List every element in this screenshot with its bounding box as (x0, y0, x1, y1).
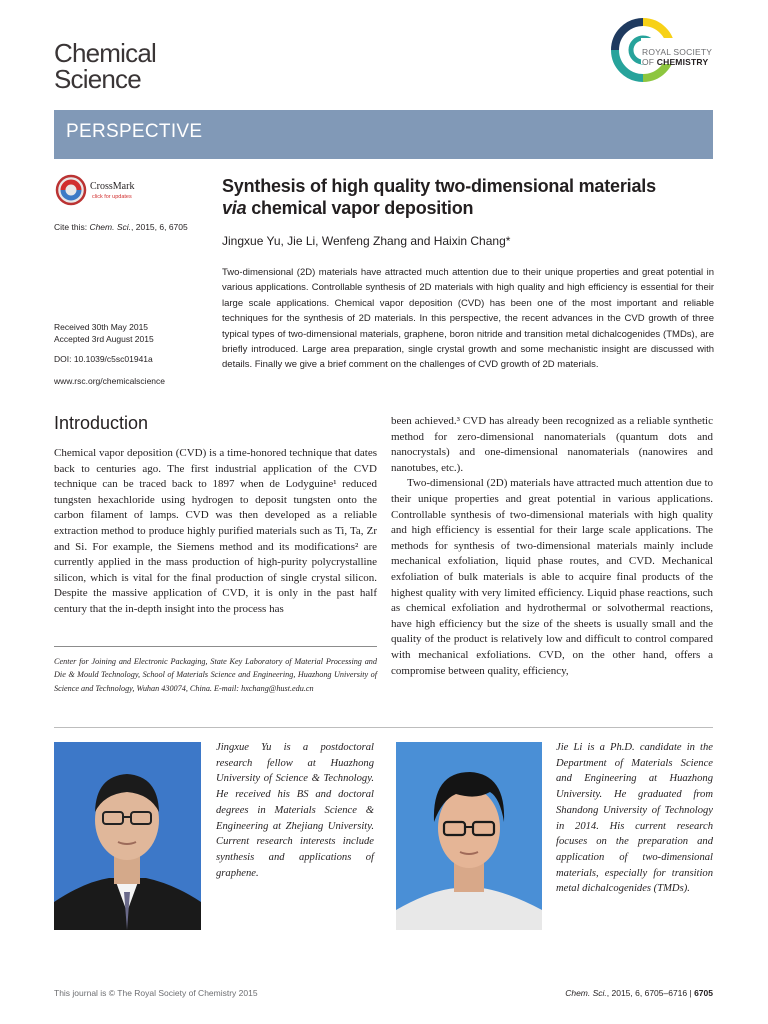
article-type-label: PERSPECTIVE (66, 121, 203, 142)
affiliation-footnote: Center for Joining and Electronic Packaging, State Key Laboratory of Material Processing and Die & Mould Technology, School of Materials Science and Engineering, Huazhong University of Science and Technology, Wuhan 430074, China. E-mail: hxchang@hust.edu.cn (54, 657, 377, 693)
received-date: Received 30th May 2015 (54, 322, 149, 332)
footer-journal: Chem. Sci. (565, 988, 607, 998)
journal-name-line2: Science (54, 64, 141, 94)
journal-name (54, 40, 156, 92)
person-portrait-icon (54, 742, 201, 930)
footnote-divider (54, 646, 377, 647)
author-bio-yu: Jingxue Yu is a postdoctoral research fellow at Huazhong University of Science & Technology. He received his BS and doctoral degrees in Materials Science & Engineering at Zhejiang University. Current research interests include synthesis and applications of graphene. (216, 742, 374, 879)
accepted-date: Accepted 3rd August 2015 (54, 334, 154, 344)
article-title-line1: Synthesis of high quality two-dimensional materials (222, 176, 656, 196)
section-heading: Introduction (54, 413, 149, 433)
crossmark-subtitle[interactable]: click for updates (92, 194, 132, 200)
publisher-name (642, 47, 712, 67)
journal-name-line1: Chemical (54, 38, 156, 68)
publisher-line1: ROYAL SOCIETY (642, 47, 713, 57)
page-number: 6705 (694, 988, 713, 998)
body-paragraph: Chemical vapor deposition (CVD) is a time-honored technique that dates back to centuries ago. The first industrial application of the CVD technique can be traced back to 1897 when de Lodyguine¹ reduced tungsten hexachloride using hydrogen to deposit tungsten onto the carbon filament of lamps. CVD was then developed as a reliable extraction method to produce highly purified materials such as Ti, Ta, Zr and Si. For example, the Siemens method and its modifications² are currently applied in the mass production of high-purity polycrystalline silicon, which is vital for the final production of single crystal silicon. Despite the massive application of CVD, it is only in the past half century that the in-depth insight into the process has (54, 447, 377, 615)
body-column-right (391, 414, 713, 679)
journal-website-link[interactable]: www.rsc.org/chemicalscience (54, 376, 166, 386)
footer-volume-pages: , 2015, 6, 6705–6716 | (606, 988, 695, 998)
footer-copyright: This journal is © The Royal Society of Chemistry 2015 (54, 988, 258, 998)
body-column-left (54, 446, 377, 618)
person-portrait-icon (396, 742, 542, 930)
publisher-line2-bold: CHEMISTRY (656, 57, 709, 67)
citation (54, 221, 188, 233)
crossmark-icon[interactable] (55, 174, 87, 206)
article-title-line2 (222, 197, 722, 219)
abstract: Two-dimensional (2D) materials have attracted much attention due to their unique properties and great potential in various applications. Controllable synthesis of 2D materials with high quality and high efficiency is essential for their large scale applications. Chemical vapor deposition (CVD) has been one of the most important and reliable techniques for the synthesis of 2D materials. In this perspective, the recent advances in the CVD growth of three typical types of two-dimensional materials, graphene, boron nitride and transition metal dichalcogenides (TMDs), are briefly introduced. Large area preparation, single crystal growth and some mechanistic insight are discussed with details. Finally we give a brief comment on the challenges of CVD growth of 2D materials. (222, 267, 714, 371)
cite-label: Cite this: (54, 222, 90, 232)
publisher-line2 (642, 57, 712, 67)
footer-citation (565, 988, 713, 998)
crossmark-title[interactable]: CrossMark (90, 181, 135, 192)
article-title-italic: via (222, 198, 247, 218)
bio-divider (54, 727, 713, 728)
doi[interactable]: DOI: 10.1039/c5sc01941a (54, 354, 153, 364)
body-paragraph: Two-dimensional (2D) materials have attracted much attention due to their unique properties and great potential in various applications. Controllable synthesis of two-dimensional materials with high quality and high efficiency is essential for their large scale applications. The methods for synthesis of two-dimensional materials mainly include mechanical exfoliation, liquid phase routes, and CVD. Mechanical exfoliation of bulk materials is able to acquire final products of the highest quality with very limited efficiency. Liquid phase reactions, such as chemical exfoliation and hydrothermal or solvothermal reactions, have high efficiency but the size of the sheets is usually small and the quality of the product is relatively low and difficult to control compared with mechanical exfoliations. CVD, on the other hand, offers a compromise between quality, efficiency, (391, 477, 713, 677)
author-photo-li (396, 742, 542, 930)
cite-journal: Chem. Sci. (89, 222, 132, 232)
article-title-rest: chemical vapor deposition (246, 198, 474, 218)
author-bio-li: Jie Li is a Ph.D. candidate in the Department of Materials Science and Engineering at Huazhong University. He graduated from Shandong University of Technology in 2014. His current research focuses on the preparation and application of two-dimensional materials, especially for transition metal dichalcogenides (TMDs). (556, 742, 713, 895)
cite-volume: , 2015, 6, 6705 (131, 222, 188, 232)
author-photo-yu (54, 742, 201, 930)
publisher-line2-prefix: OF (642, 57, 657, 67)
article-title (222, 175, 722, 219)
author-list: Jingxue Yu, Jie Li, Wenfeng Zhang and Haixin Chang* (222, 234, 511, 248)
body-paragraph: been achieved.³ CVD has already been recognized as a reliable synthetic method for zero-dimensional nanomaterials (quantum dots and nanocrystals) and one-dimensional nanomaterials (nanowires and nanotubes, etc.). (391, 415, 713, 474)
